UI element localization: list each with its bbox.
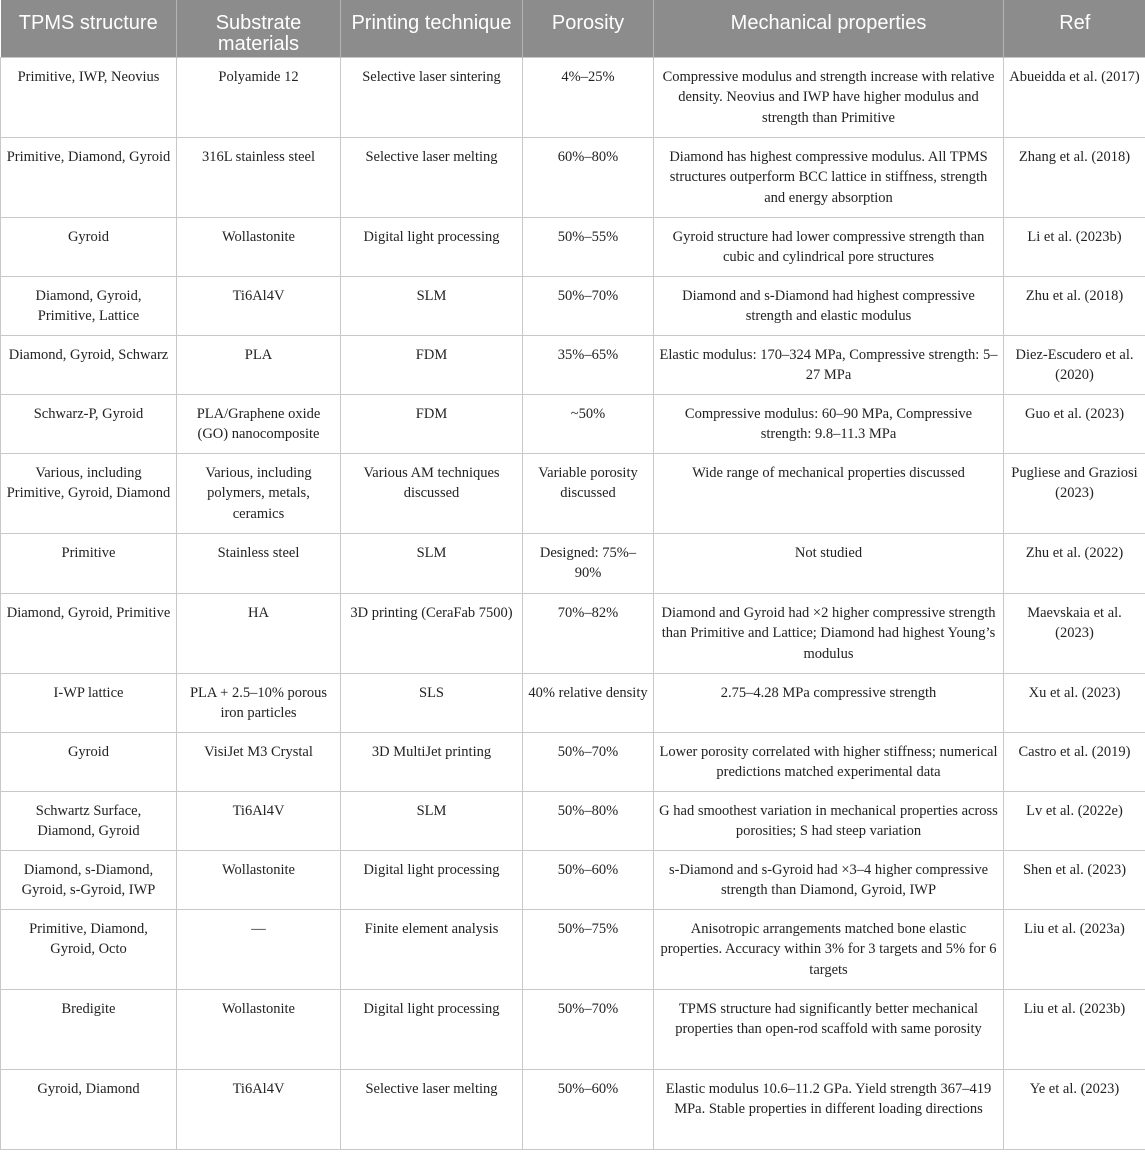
- cell-tpms-structure: Diamond, s-Diamond, Gyroid, s-Gyroid, IWP: [1, 850, 177, 909]
- cell-tpms-structure: Diamond, Gyroid, Primitive: [1, 593, 177, 673]
- table-header: [1, 0, 1145, 57]
- cell-substrate: VisiJet M3 Crystal: [177, 732, 341, 791]
- cell-mechanical: TPMS structure had significantly better mechanical properties than open-rod scaffold with same porosity: [654, 989, 1004, 1069]
- cell-ref: Shen et al. (2023): [1004, 850, 1145, 909]
- cell-technique: FDM: [341, 335, 523, 394]
- cell-porosity: 70%–82%: [523, 593, 654, 673]
- cell-tpms-structure: Primitive: [1, 533, 177, 593]
- cell-ref: Li et al. (2023b): [1004, 217, 1145, 276]
- cell-technique: FDM: [341, 394, 523, 453]
- cell-porosity: 50%–70%: [523, 276, 654, 335]
- cell-mechanical: Compressive modulus: 60–90 MPa, Compressive strength: 9.8–11.3 MPa: [654, 394, 1004, 453]
- cell-substrate: PLA/Graphene oxide (GO) nanocomposite: [177, 394, 341, 453]
- cell-porosity: Variable porosity discussed: [523, 453, 654, 533]
- table-row: [1, 394, 1145, 453]
- header-ref: Ref: [1004, 0, 1145, 57]
- cell-ref: Liu et al. (2023a): [1004, 909, 1145, 989]
- cell-tpms-structure: Gyroid: [1, 217, 177, 276]
- table-row: [1, 137, 1145, 217]
- table-row: [1, 791, 1145, 850]
- cell-porosity: ~50%: [523, 394, 654, 453]
- cell-porosity: 35%–65%: [523, 335, 654, 394]
- cell-porosity: 60%–80%: [523, 137, 654, 217]
- cell-porosity: 50%–60%: [523, 850, 654, 909]
- cell-technique: Finite element analysis: [341, 909, 523, 989]
- cell-ref: Ye et al. (2023): [1004, 1069, 1145, 1149]
- cell-mechanical: Anisotropic arrangements matched bone elastic properties. Accuracy within 3% for 3 targets and 5% for 6 targets: [654, 909, 1004, 989]
- cell-mechanical: Diamond and Gyroid had ×2 higher compressive strength than Primitive and Lattice; Diamond had highest Young’s modulus: [654, 593, 1004, 673]
- cell-tpms-structure: Various, including Primitive, Gyroid, Diamond: [1, 453, 177, 533]
- cell-ref: Guo et al. (2023): [1004, 394, 1145, 453]
- table-row: [1, 909, 1145, 989]
- cell-mechanical: 2.75–4.28 MPa compressive strength: [654, 673, 1004, 732]
- cell-porosity: 50%–80%: [523, 791, 654, 850]
- cell-ref: Zhu et al. (2022): [1004, 533, 1145, 593]
- cell-tpms-structure: Bredigite: [1, 989, 177, 1069]
- table-row: [1, 1069, 1145, 1149]
- cell-substrate: Ti6Al4V: [177, 791, 341, 850]
- cell-technique: Digital light processing: [341, 217, 523, 276]
- table-row: [1, 732, 1145, 791]
- cell-mechanical: Elastic modulus: 170–324 MPa, Compressive strength: 5–27 MPa: [654, 335, 1004, 394]
- table-row: [1, 533, 1145, 593]
- cell-porosity: 50%–60%: [523, 1069, 654, 1149]
- cell-tpms-structure: Diamond, Gyroid, Schwarz: [1, 335, 177, 394]
- header-printing-technique: Printing technique: [341, 0, 523, 57]
- cell-ref: Maevskaia et al. (2023): [1004, 593, 1145, 673]
- table-row: [1, 276, 1145, 335]
- cell-ref: Abueidda et al. (2017): [1004, 57, 1145, 137]
- cell-ref: Pugliese and Graziosi (2023): [1004, 453, 1145, 533]
- cell-substrate: PLA: [177, 335, 341, 394]
- cell-substrate: Various, including polymers, metals, ceramics: [177, 453, 341, 533]
- cell-tpms-structure: I-WP lattice: [1, 673, 177, 732]
- table-row: [1, 989, 1145, 1069]
- cell-technique: SLM: [341, 533, 523, 593]
- cell-mechanical: s-Diamond and s-Gyroid had ×3–4 higher compressive strength than Diamond, Gyroid, IWP: [654, 850, 1004, 909]
- header-substrate-materials: Substrate materials: [177, 0, 341, 57]
- cell-mechanical: G had smoothest variation in mechanical properties across porosities; S had steep variation: [654, 791, 1004, 850]
- cell-ref: Diez-Escudero et al. (2020): [1004, 335, 1145, 394]
- cell-tpms-structure: Schwarz-P, Gyroid: [1, 394, 177, 453]
- cell-ref: Lv et al. (2022e): [1004, 791, 1145, 850]
- cell-mechanical: Elastic modulus 10.6–11.2 GPa. Yield strength 367–419 MPa. Stable properties in different loading directions: [654, 1069, 1004, 1149]
- cell-technique: Selective laser melting: [341, 1069, 523, 1149]
- table-row: [1, 57, 1145, 137]
- cell-tpms-structure: Diamond, Gyroid, Primitive, Lattice: [1, 276, 177, 335]
- cell-tpms-structure: Schwartz Surface, Diamond, Gyroid: [1, 791, 177, 850]
- cell-mechanical: Diamond and s-Diamond had highest compressive strength and elastic modulus: [654, 276, 1004, 335]
- cell-porosity: 50%–70%: [523, 732, 654, 791]
- cell-mechanical: Not studied: [654, 533, 1004, 593]
- cell-substrate: PLA + 2.5–10% porous iron particles: [177, 673, 341, 732]
- cell-substrate: Ti6Al4V: [177, 1069, 341, 1149]
- cell-ref: Liu et al. (2023b): [1004, 989, 1145, 1069]
- cell-tpms-structure: Primitive, Diamond, Gyroid, Octo: [1, 909, 177, 989]
- cell-mechanical: Diamond has highest compressive modulus. All TPMS structures outperform BCC lattice in stiffness, strength and energy absorption: [654, 137, 1004, 217]
- cell-substrate: —: [177, 909, 341, 989]
- cell-technique: Digital light processing: [341, 989, 523, 1069]
- cell-mechanical: Wide range of mechanical properties discussed: [654, 453, 1004, 533]
- cell-substrate: Polyamide 12: [177, 57, 341, 137]
- header-mechanical-properties: Mechanical properties: [654, 0, 1004, 57]
- table-row: [1, 673, 1145, 732]
- cell-technique: Selective laser sintering: [341, 57, 523, 137]
- cell-mechanical: Lower porosity correlated with higher stiffness; numerical predictions matched experimental data: [654, 732, 1004, 791]
- cell-porosity: 50%–75%: [523, 909, 654, 989]
- cell-technique: Various AM techniques discussed: [341, 453, 523, 533]
- cell-technique: 3D printing (CeraFab 7500): [341, 593, 523, 673]
- cell-tpms-structure: Gyroid, Diamond: [1, 1069, 177, 1149]
- table-row: [1, 217, 1145, 276]
- header-porosity: Porosity: [523, 0, 654, 57]
- cell-substrate: HA: [177, 593, 341, 673]
- cell-technique: SLM: [341, 276, 523, 335]
- table-row: [1, 453, 1145, 533]
- table-row: [1, 850, 1145, 909]
- table-row: [1, 593, 1145, 673]
- cell-porosity: 40% relative density: [523, 673, 654, 732]
- cell-ref: Zhu et al. (2018): [1004, 276, 1145, 335]
- cell-mechanical: Gyroid structure had lower compressive strength than cubic and cylindrical pore structures: [654, 217, 1004, 276]
- cell-porosity: Designed: 75%–90%: [523, 533, 654, 593]
- cell-ref: Castro et al. (2019): [1004, 732, 1145, 791]
- cell-substrate: 316L stainless steel: [177, 137, 341, 217]
- cell-technique: Digital light processing: [341, 850, 523, 909]
- cell-tpms-structure: Primitive, IWP, Neovius: [1, 57, 177, 137]
- cell-substrate: Wollastonite: [177, 217, 341, 276]
- cell-substrate: Wollastonite: [177, 850, 341, 909]
- cell-substrate: Wollastonite: [177, 989, 341, 1069]
- table-row: [1, 335, 1145, 394]
- cell-technique: Selective laser melting: [341, 137, 523, 217]
- cell-mechanical: Compressive modulus and strength increase with relative density. Neovius and IWP have higher modulus and strength than Primitive: [654, 57, 1004, 137]
- cell-porosity: 4%–25%: [523, 57, 654, 137]
- cell-ref: Xu et al. (2023): [1004, 673, 1145, 732]
- cell-technique: SLM: [341, 791, 523, 850]
- cell-technique: 3D MultiJet printing: [341, 732, 523, 791]
- cell-porosity: 50%–70%: [523, 989, 654, 1069]
- cell-substrate: Stainless steel: [177, 533, 341, 593]
- cell-substrate: Ti6Al4V: [177, 276, 341, 335]
- cell-porosity: 50%–55%: [523, 217, 654, 276]
- cell-technique: SLS: [341, 673, 523, 732]
- cell-tpms-structure: Primitive, Diamond, Gyroid: [1, 137, 177, 217]
- table-body: [1, 57, 1145, 1149]
- cell-tpms-structure: Gyroid: [1, 732, 177, 791]
- header-tpms-structure: TPMS structure: [1, 0, 177, 57]
- cell-ref: Zhang et al. (2018): [1004, 137, 1145, 217]
